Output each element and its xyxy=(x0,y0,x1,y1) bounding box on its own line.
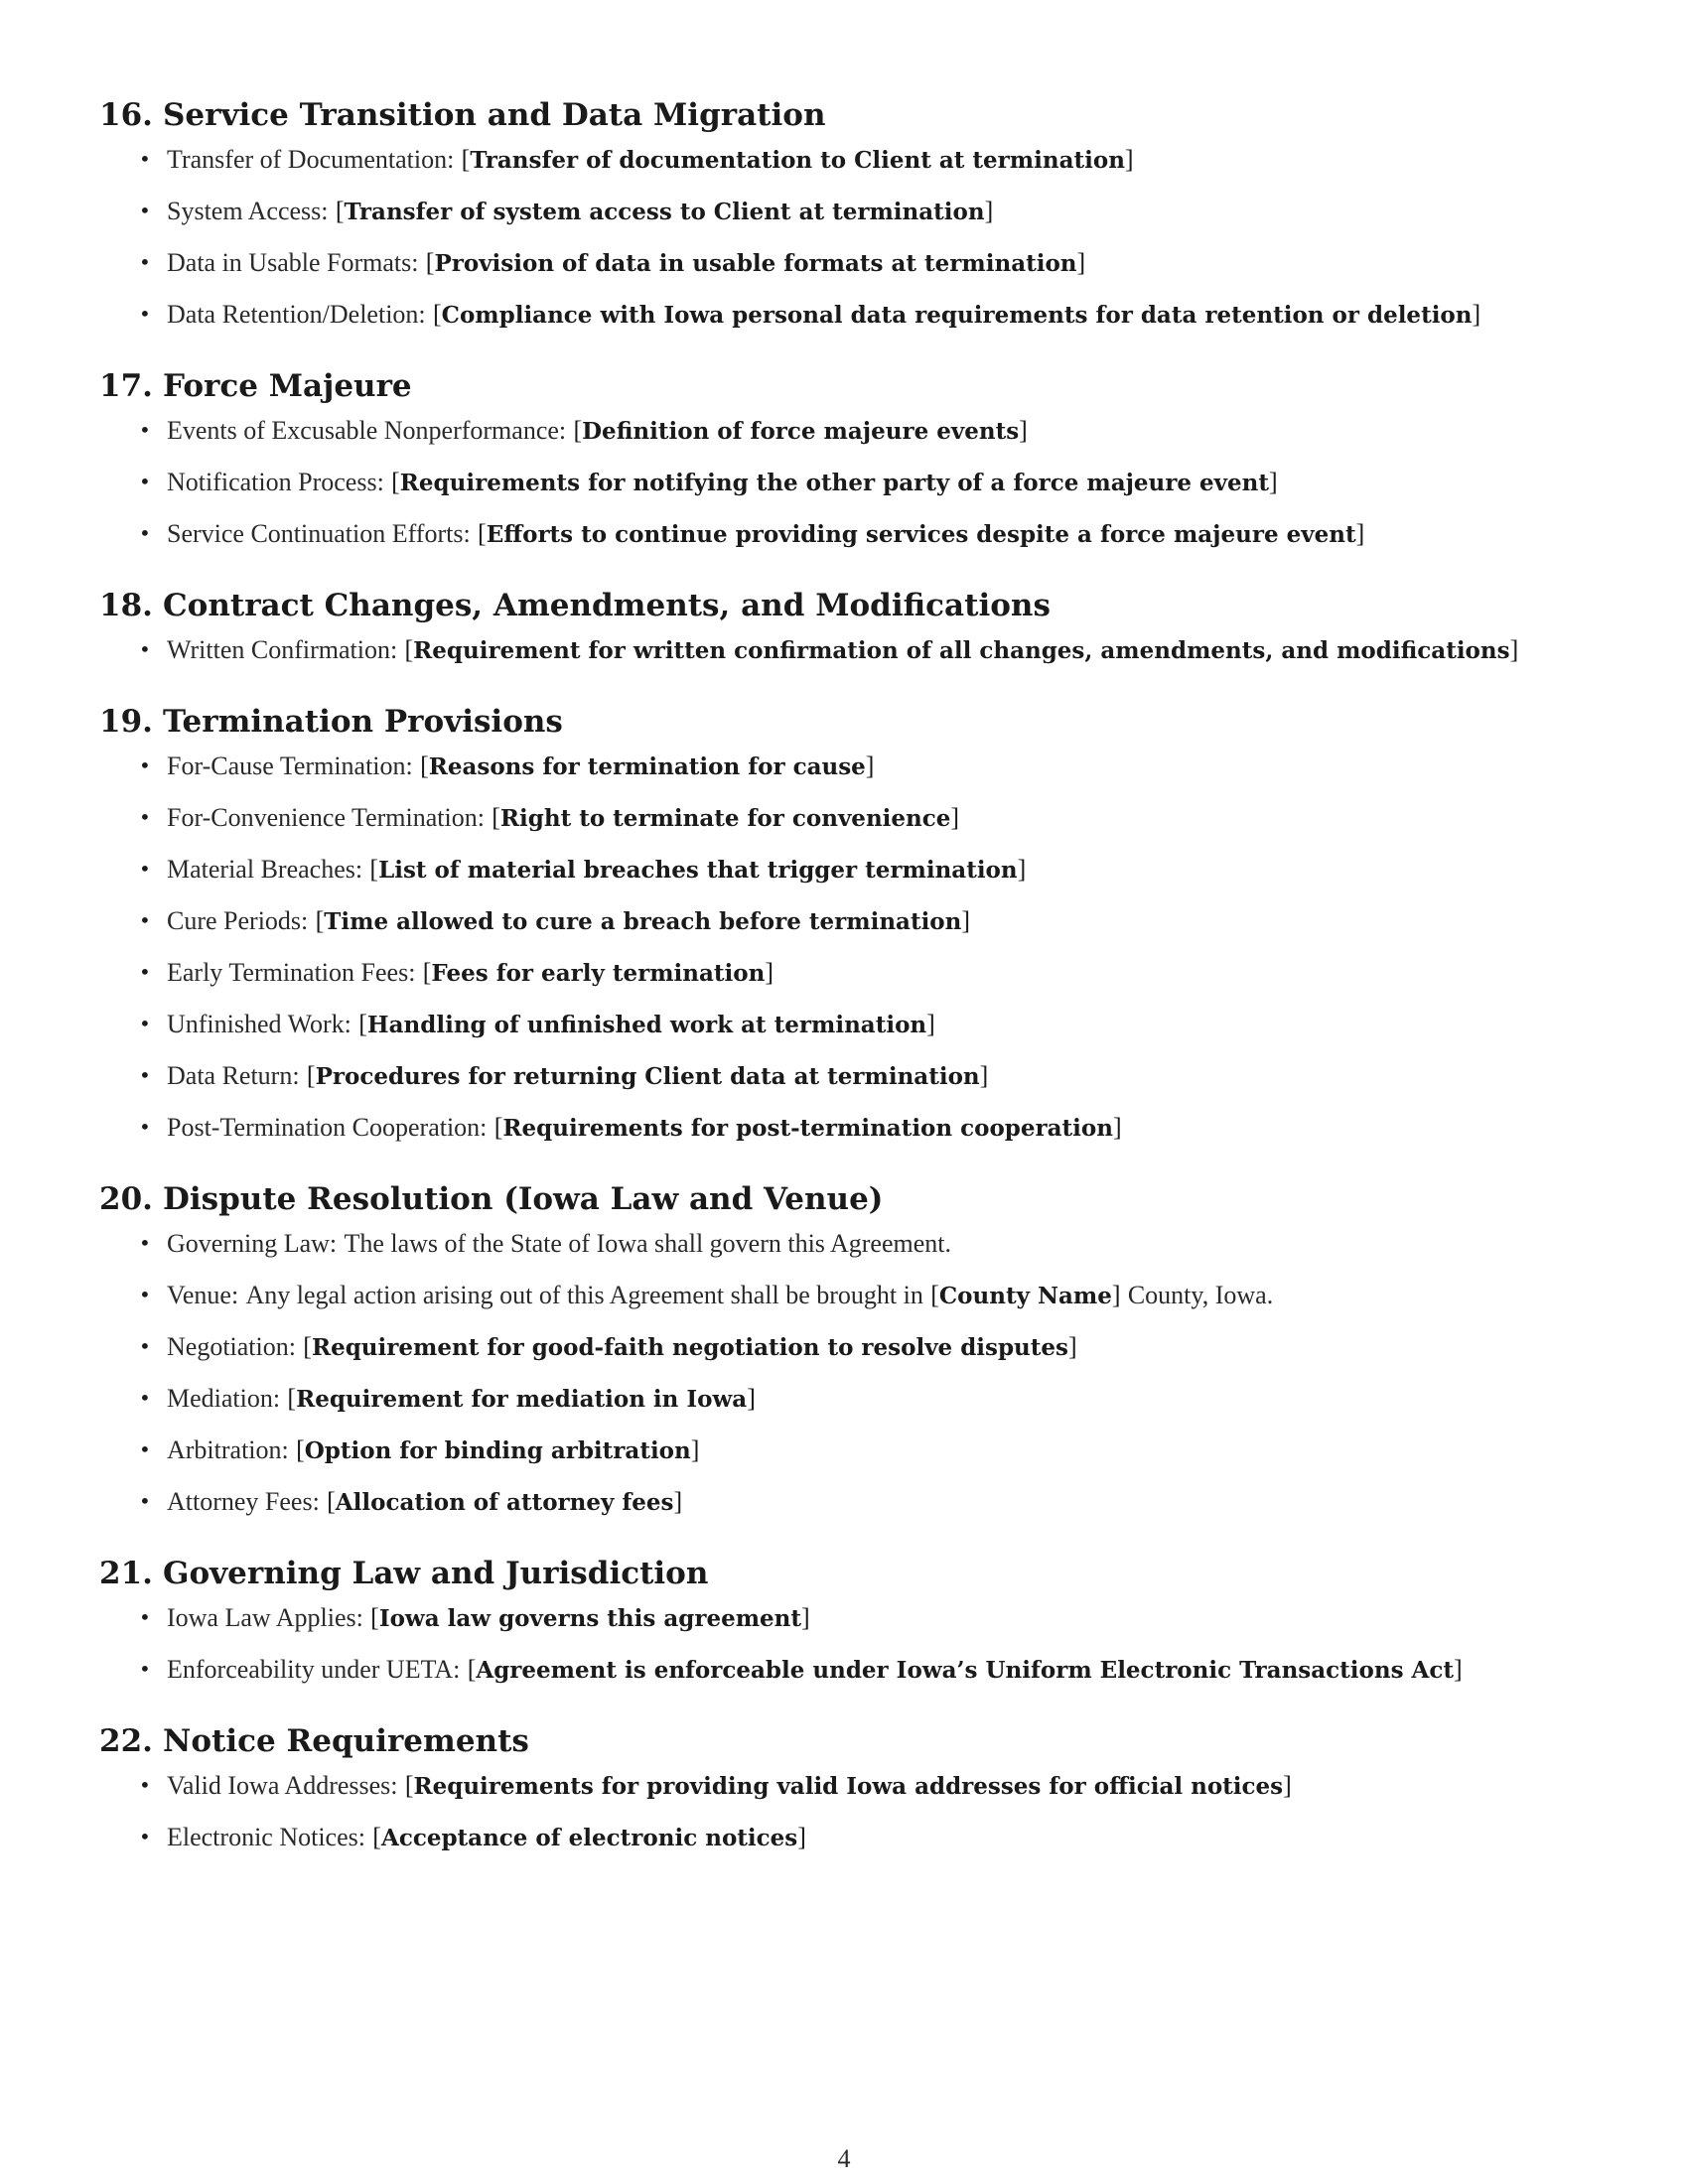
section-items xyxy=(99,1227,1589,1520)
bullet-icon: • xyxy=(139,470,151,493)
item-value: Requirement for mediation in Iowa xyxy=(296,1386,748,1413)
section-heading xyxy=(99,91,1589,139)
item-value: Handling of unfinished work at termination xyxy=(366,1012,927,1038)
section-number: 20. xyxy=(99,1181,153,1217)
bullet-icon: • xyxy=(139,199,151,222)
section-19 xyxy=(99,698,1589,1146)
bullet-icon: • xyxy=(139,1437,151,1461)
section-heading xyxy=(99,362,1589,410)
list-item: • Iowa Law Applies: [Iowa law governs this agreement] xyxy=(139,1603,810,1632)
list-item xyxy=(99,1227,1589,1262)
bullet-icon: • xyxy=(139,960,151,984)
item-value: Efforts to continue providing services despite a force majeure event xyxy=(486,521,1356,548)
list-item: • Negotiation: [Requirement for good-faith negotiation to resolve disputes] xyxy=(139,1332,1077,1361)
county-name-placeholder: County Name xyxy=(938,1283,1112,1309)
list-item: • System Access: [Transfer of system access to Client at termination] xyxy=(139,197,994,225)
section-items xyxy=(99,633,1589,668)
item-value: Provision of data in usable formats at termination xyxy=(434,250,1077,277)
item-value: Transfer of documentation to Client at termination xyxy=(470,147,1125,174)
item-label: Service Continuation Efforts: xyxy=(167,519,471,548)
bullet-icon: • xyxy=(139,637,151,661)
list-item: • Unfinished Work: [Handling of unfinished work at termination] xyxy=(139,1010,935,1038)
item-label: For-Convenience Termination: xyxy=(167,803,485,832)
section-items xyxy=(99,414,1589,552)
section-number: 17. xyxy=(99,368,153,404)
item-text: Any legal action arising out of this Agreement shall be brought in xyxy=(245,1281,923,1309)
section-heading xyxy=(99,1175,1589,1223)
list-item: • Attorney Fees: [Allocation of attorney fees] xyxy=(139,1487,683,1516)
section-number: 19. xyxy=(99,704,153,740)
bullet-icon: • xyxy=(139,1605,151,1629)
list-item: • For-Convenience Termination: [Right to terminate for convenience] xyxy=(139,803,960,832)
list-item: • Venue: Any legal action arising out of this Agreement shall be brought in [County Name] County, Iowa. xyxy=(139,1281,1274,1309)
item-value: Transfer of system access to Client at termination xyxy=(344,199,985,225)
item-value: Allocation of attorney fees xyxy=(335,1489,674,1516)
bullet-icon: • xyxy=(139,857,151,881)
page-number: 4 xyxy=(837,2144,851,2173)
item-label: Governing Law: xyxy=(167,1229,338,1258)
section-items xyxy=(99,1769,1589,1855)
item-label: Valid Iowa Addresses: xyxy=(167,1771,398,1800)
section-heading xyxy=(99,1550,1589,1597)
section-title: Notice Requirements xyxy=(163,1723,529,1759)
section-16 xyxy=(99,91,1589,333)
section-18 xyxy=(99,582,1589,668)
list-item: • Data in Usable Formats: [Provision of data in usable formats at termination] xyxy=(139,248,1086,277)
section-title: Force Majeure xyxy=(163,368,412,404)
item-label: Arbitration: xyxy=(167,1435,289,1464)
item-label: Written Confirmation: xyxy=(167,635,398,664)
item-value: Reasons for termination for cause xyxy=(428,753,866,780)
bullet-icon: • xyxy=(139,1657,151,1681)
item-label: For-Cause Termination: xyxy=(167,751,413,780)
item-value: Requirements for notifying the other party of a force majeure event xyxy=(399,470,1270,496)
item-value: Requirements for post-termination cooperation xyxy=(502,1115,1113,1142)
bullet-icon: • xyxy=(139,1773,151,1797)
item-label: Data in Usable Formats: xyxy=(167,248,419,277)
section-heading xyxy=(99,582,1589,629)
bullet-icon: • xyxy=(139,1489,151,1513)
bullet-icon: • xyxy=(139,753,151,777)
item-value: Definition of force majeure events xyxy=(582,418,1020,445)
bullet-icon: • xyxy=(139,1012,151,1035)
item-value: Compliance with Iowa personal data requirements for data retention or deletion xyxy=(441,302,1473,329)
bullet-icon: • xyxy=(139,250,151,274)
bullet-icon: • xyxy=(139,1334,151,1358)
item-label: Transfer of Documentation: xyxy=(167,145,455,174)
section-20 xyxy=(99,1175,1589,1520)
item-value: Right to terminate for convenience xyxy=(499,805,951,832)
section-title: Contract Changes, Amendments, and Modifications xyxy=(163,588,1051,623)
bullet-icon: • xyxy=(139,302,151,326)
list-item: • Arbitration: [Option for binding arbitration] xyxy=(139,1435,700,1464)
item-label: Data Return: xyxy=(167,1061,300,1090)
item-label: Data Retention/Deletion: xyxy=(167,300,426,329)
item-value: Requirements for providing valid Iowa addresses for official notices xyxy=(413,1773,1284,1800)
list-item: • Electronic Notices: [Acceptance of electronic notices] xyxy=(139,1823,806,1851)
bullet-icon: • xyxy=(139,908,151,932)
section-heading xyxy=(99,1717,1589,1765)
list-item: • Transfer of Documentation: [Transfer of documentation to Client at termination] xyxy=(139,145,1134,174)
item-label: Unfinished Work: xyxy=(167,1010,352,1038)
item-label: Mediation: xyxy=(167,1384,281,1413)
section-21 xyxy=(99,1550,1589,1688)
item-value: Fees for early termination xyxy=(431,960,766,987)
list-item: • For-Cause Termination: [Reasons for termination for cause] xyxy=(139,751,875,780)
item-value: Requirement for good-faith negotiation to resolve disputes xyxy=(311,1334,1068,1361)
section-heading xyxy=(99,698,1589,746)
section-title: Termination Provisions xyxy=(163,704,563,740)
bullet-icon: • xyxy=(139,1231,151,1255)
item-text: The laws of the State of Iowa shall govern this Agreement. xyxy=(344,1229,951,1258)
bullet-icon: • xyxy=(139,1283,151,1306)
list-item: • Enforceability under UETA: [Agreement is enforceable under Iowa’s Uniform Electronic Transactions Act] xyxy=(139,1655,1463,1684)
item-value: List of material breaches that trigger termination xyxy=(378,857,1018,884)
section-title: Governing Law and Jurisdiction xyxy=(163,1556,709,1591)
item-label: Electronic Notices: xyxy=(167,1823,365,1851)
bullet-icon: • xyxy=(139,147,151,171)
list-item: • Data Retention/Deletion: [Compliance with Iowa personal data requirements for data retention or deletion] xyxy=(139,300,1481,329)
bullet-icon: • xyxy=(139,1825,151,1848)
bullet-icon: • xyxy=(139,805,151,829)
item-value: Agreement is enforceable under Iowa’s Uniform Electronic Transactions Act xyxy=(476,1657,1455,1684)
list-item: • Events of Excusable Nonperformance: [Definition of force majeure events] xyxy=(139,416,1028,445)
item-value: Procedures for returning Client data at termination xyxy=(315,1063,980,1090)
list-item: • Written Confirmation: [Requirement for written confirmation of all changes, amendments, and modifications] xyxy=(139,635,1519,664)
item-label: Post-Termination Cooperation: xyxy=(167,1113,488,1142)
bullet-icon: • xyxy=(139,1386,151,1410)
section-number: 21. xyxy=(99,1556,153,1591)
bullet-icon: • xyxy=(139,1063,151,1087)
list-item: • Valid Iowa Addresses: [Requirements for providing valid Iowa addresses for official notices] xyxy=(139,1771,1292,1800)
item-label: Cure Periods: xyxy=(167,906,309,935)
section-title: Dispute Resolution (Iowa Law and Venue) xyxy=(163,1181,884,1217)
section-17 xyxy=(99,362,1589,552)
list-item: • Early Termination Fees: [Fees for early termination] xyxy=(139,958,774,987)
section-title: Service Transition and Data Migration xyxy=(163,97,826,133)
item-text: County, Iowa. xyxy=(1127,1281,1274,1309)
item-label: Enforceability under UETA: xyxy=(167,1655,461,1684)
bullet-icon: • xyxy=(139,418,151,442)
item-value: Time allowed to cure a breach before termination xyxy=(324,908,962,935)
item-value: Requirement for written confirmation of all changes, amendments, and modifications xyxy=(413,637,1510,664)
section-22 xyxy=(99,1717,1589,1855)
item-label: System Access: xyxy=(167,197,329,225)
list-item: • Data Return: [Procedures for returning Client data at termination] xyxy=(139,1061,989,1090)
item-label: Events of Excusable Nonperformance: xyxy=(167,416,567,445)
document-page xyxy=(99,91,1589,1885)
item-label: Early Termination Fees: xyxy=(167,958,416,987)
list-item: • Mediation: [Requirement for mediation in Iowa] xyxy=(139,1384,756,1413)
item-label: Negotiation: xyxy=(167,1332,296,1361)
section-items xyxy=(99,1601,1589,1688)
list-item: • Notification Process: [Requirements for notifying the other party of a force majeure event] xyxy=(139,468,1278,496)
item-label: Iowa Law Applies: xyxy=(167,1603,363,1632)
item-value: Acceptance of electronic notices xyxy=(380,1825,798,1851)
item-label: Notification Process: xyxy=(167,468,384,496)
item-label: Material Breaches: xyxy=(167,855,363,884)
section-items xyxy=(99,143,1589,333)
list-item: • Service Continuation Efforts: [Efforts to continue providing services despite a force majeure event] xyxy=(139,519,1365,548)
bullet-icon: • xyxy=(139,521,151,545)
section-number: 18. xyxy=(99,588,153,623)
section-number: 16. xyxy=(99,97,153,133)
item-label: Venue: xyxy=(167,1281,239,1309)
item-value: Iowa law governs this agreement xyxy=(378,1605,802,1632)
list-item: • Post-Termination Cooperation: [Requirements for post-termination cooperation] xyxy=(139,1113,1122,1142)
list-item: • Material Breaches: [List of material breaches that trigger termination] xyxy=(139,855,1027,884)
section-items xyxy=(99,750,1589,1146)
bullet-icon: • xyxy=(139,1115,151,1139)
list-item: • Cure Periods: [Time allowed to cure a breach before termination] xyxy=(139,906,971,935)
section-number: 22. xyxy=(99,1723,153,1759)
item-value: Option for binding arbitration xyxy=(304,1437,691,1464)
item-label: Attorney Fees: xyxy=(167,1487,320,1516)
